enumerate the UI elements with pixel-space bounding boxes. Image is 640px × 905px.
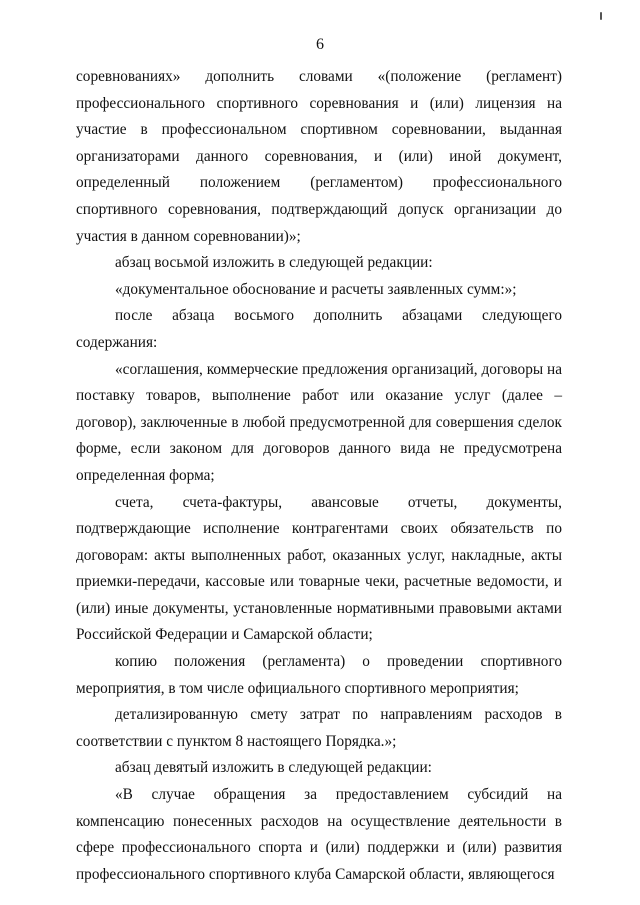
document-body — [76, 64, 562, 888]
scan-mark — [600, 12, 602, 20]
paragraph-invoices: счета, счета-фактуры, авансовые отчеты, документы, подтверждающие исполнение контрагентами своих обязательств по договорам: акты выполненных работ, оказанных услуг, накладные, акты приемки-передачи, кассовые или товарные чеки, расчетные ведомости, и (или) иные документы, установленные нормативными правовыми актами Российской Федерации и Самарской области; — [76, 493, 562, 644]
paragraph-eighth-abzac-intro: абзац восьмой изложить в следующей редакции: — [115, 254, 433, 272]
paragraph-add-abzacs-intro: после абзаца восьмого дополнить абзацами следующего содержания: — [76, 307, 562, 351]
paragraph-amendment-words: соревнованиях» дополнить словами «(положение (регламент) профессионального спортивного соревнования и (или) лицензия на участие в профессиональном спортивном соревновании, выданная организаторами данного соревнования, и (или) иной документ, определенный положением (регламентом) профессионального спортивного соревнования, подтверждающий допуск организации до участия в данном соревновании)»; — [76, 68, 562, 245]
paragraph-ninth-abzac-intro: абзац девятый изложить в следующей редакции: — [115, 759, 432, 777]
paragraph-agreements: «соглашения, коммерческие предложения организаций, договоры на поставку товаров, выполнение работ или оказание услуг (далее – договор), заключенные в любой предусмотренной для совершения сделок форме, если законом для договоров данного вида не предусмотрена определенная форма; — [76, 360, 562, 484]
paragraph-regulation-copy: копию положения (регламента) о проведении спортивного мероприятия, в том числе официального спортивного мероприятия; — [76, 653, 562, 697]
paragraph-subsidy-case: «В случае обращения за предоставлением субсидий на компенсацию понесенных расходов на осуществление деятельности в сфере профессионального спорта и (или) поддержки и (или) развития профессионального спортивного клуба Самарской области, являющегося — [76, 786, 562, 883]
paragraph-documentary-basis: «документальное обоснование и расчеты заявленных сумм:»; — [115, 280, 517, 298]
page-number: 6 — [316, 36, 324, 53]
paragraph-cost-estimate: детализированную смету затрат по направлениям расходов в соответствии с пунктом 8 настоящего Порядка.»; — [76, 706, 562, 750]
